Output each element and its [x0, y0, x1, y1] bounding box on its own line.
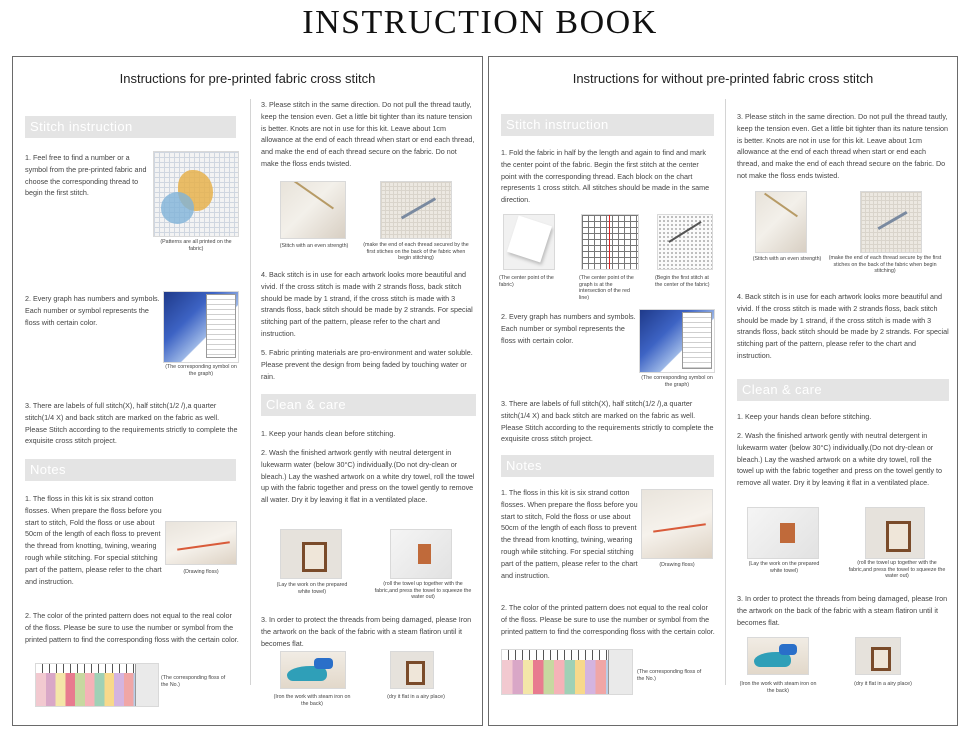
- clean-item-3: 3. In order to protect the threads from being damaged, please Iron the artwork on the back of the fabric with a steam flatiron until it becomes flat.: [261, 615, 472, 648]
- section-heading-stitch: Stitch instruction: [501, 114, 714, 136]
- caption: (The corresponding symbol on the graph): [641, 375, 713, 388]
- caption: (The corresponding floss of the No.): [161, 675, 226, 688]
- stitch-step-1: 1. Fold the fabric in half by the length and again to find and mark the center point of the fabric. Begin the first stitch at the center point with the corresponding thread. Each block on the chart represents 1 cross stitch. All stitches should be made in the same direction.: [501, 148, 710, 205]
- page-title: INSTRUCTION BOOK: [302, 4, 658, 41]
- floss-colors-image: [35, 663, 159, 707]
- first-stitch-image: [657, 214, 713, 270]
- fold-fabric-image: [503, 214, 555, 270]
- roll-towel-image: [390, 529, 452, 579]
- stitch-step-3: 3. There are labels of full stitch(X), half stitch(1/2 /),a quarter stitch(1/4 X) and back stitch are marked on the fabric as well. Please Stitch according to the requirements strictly to complete the exquisite cross stitch project.: [25, 401, 238, 446]
- caption: (The center point of the fabric): [499, 275, 554, 288]
- pattern-image: [153, 151, 239, 237]
- clean-item-1: 1. Keep your hands clean before stitching.: [261, 429, 396, 438]
- clean-item-2: 2. Wash the finished artwork gently with neutral detergent in lukewarm water (below 30°C) individually.(Do not dry-clean or bleach.) Lay the washed artwork on a white dry towel, roll the towel up with the fabric together and press on the towel gently to remove all water. Dry it by leaving it flat in a ventilated place.: [737, 431, 942, 488]
- stitch-step-4: 4. Back stitch is in use for each artwork looks more beautiful and vivid. If the cross stitch is made with 2 strands floss, back stitch should be made by 1 strand, if the cross stitch is made with 3 strands floss, back stitch should be made by 2 strands. For special stitching part of the pattern, please refer to the chart and instruction.: [261, 270, 473, 338]
- even-strength-image: [280, 181, 346, 239]
- caption: (The corresponding floss of the No.): [637, 669, 702, 682]
- caption: (Drawing floss): [183, 569, 219, 575]
- graph-image: [163, 291, 239, 363]
- caption: (Patterns are all printed on the fabric): [160, 239, 232, 252]
- dry-flat-image: [855, 637, 901, 675]
- caption: (roll the towel up together with the fabric,and press the towel to squeeze the water out): [848, 560, 946, 580]
- caption: (The corresponding symbol on the graph): [165, 364, 237, 377]
- notes-item-2: 2. The color of the printed pattern does not equal to the real color of the floss. Please be sure to use the number or symbol from the printed pattern to find the corresponding floss with the certain color.: [25, 611, 239, 644]
- thread-end-image: [860, 191, 922, 253]
- clean-item-3: 3. In order to protect the threads from being damaged, please Iron the artwork on the back of the fabric with a steam flatiron until it becomes flat.: [737, 594, 948, 627]
- dry-flat-image: [390, 651, 434, 689]
- graph-image: [639, 309, 715, 373]
- steam-iron-image: [280, 651, 346, 689]
- caption: (Iron the work with steam iron on the back): [273, 694, 351, 707]
- caption: (Begin the first stitch at the center of the fabric): [655, 275, 710, 288]
- roll-towel-image: [865, 507, 925, 559]
- column-divider: [250, 99, 251, 685]
- caption: (roll the towel up together with the fabric,and press the towel to squeeze the water out): [374, 581, 472, 601]
- lay-work-image: [747, 507, 819, 559]
- stitch-step-3: 3. Please stitch in the same direction. Do not pull the thread tautly, keep the tension even. Get a little bit tighter than its nature tension is better. Knots are not in use for this kit. Leave about 1cm allowance at the end of each thread when start or end each thread, and make the end of each thread secure on the fabric. Do not make the floss ends twisted.: [737, 112, 948, 180]
- section-heading-notes: Notes: [25, 459, 236, 481]
- graph-center-image: [581, 214, 639, 270]
- section-heading-notes: Notes: [501, 455, 714, 477]
- stitch-step-2: 2. Every graph has numbers and symbols. Each number or symbol represents the floss with certain color.: [25, 294, 160, 327]
- stitch-step-2: 2. Every graph has numbers and symbols. Each number or symbol represents the floss with certain color.: [501, 312, 636, 345]
- section-heading-stitch: Stitch instruction: [25, 116, 236, 138]
- stitch-step-1: 1. Feel free to find a number or a symbol from the pre-printed fabric and choose the corresponding thread to begin the first stitch.: [25, 153, 147, 198]
- notes-item-1: 1. The floss in this kit is six strand cotton flosses. When prepare the floss before you start to stitch, Fold the floss or use about 50cm of the length of each floss to prevent the thread from knotting, twining, wearing rough while stitching. For special stitching part of the pattern, please refer to the chart and instruction.: [25, 494, 162, 586]
- panel-without-pre-printed: [488, 56, 958, 726]
- stitch-step-3: 3. There are labels of full stitch(X), half stitch(1/2 /),a quarter stitch(1/4 X) and back stitch are marked on the fabric as well. Please Stitch according to the requirements strictly to complete the exquisite cross stitch project.: [501, 399, 714, 444]
- caption: (Stitch with an even strength): [752, 256, 822, 262]
- notes-item-1: 1. The floss in this kit is six strand cotton flosses. When prepare the floss before you start to stitch, Fold the floss or use about 50cm of the length of each floss to prevent the thread from knotting, twining, wearing rough while stitching. For special stitching part of the pattern, please refer to the chart and instruction.: [501, 488, 638, 580]
- panel-pre-printed: [12, 56, 483, 726]
- caption: (Iron the work with steam iron on the back): [739, 681, 817, 694]
- thread-end-image: [380, 181, 452, 239]
- stitch-step-3: 3. Please stitch in the same direction. Do not pull the thread tautly, keep the tension even. Get a little bit tighter than its nature tension is better. Knots are not in use for this kit. Leave about 1cm allowance at the end of each thread when start or end each thread, and make the end of each thread secure on the fabric. Do not make the floss ends twisted.: [261, 100, 475, 168]
- column-divider: [725, 99, 726, 685]
- caption: (dry it flat in a airy place): [387, 694, 445, 700]
- steam-iron-image: [747, 637, 809, 675]
- even-strength-image: [755, 191, 807, 253]
- lay-work-image: [280, 529, 342, 579]
- section-heading-clean-care: Clean & care: [737, 379, 949, 401]
- caption: (make the end of each thread secured by the first stiches on the back of the fabric when begin stitching): [363, 242, 469, 262]
- caption: (make the end of each thread secure by the first stiches on the back of the fabric when begin stitching): [828, 255, 942, 275]
- caption: (dry it flat in a airy place): [854, 681, 912, 687]
- clean-item-1: 1. Keep your hands clean before stitching.: [737, 412, 872, 421]
- clean-item-2: 2. Wash the finished artwork gently with neutral detergent in lukewarm water (below 30°C) individually.(Do not dry-clean or bleach.) Lay the washed artwork on a white dry towel, roll the towel up with the fabric together and press on the towel gently to remove all water. Dry it by leaving it flat in a ventilated place.: [261, 448, 475, 505]
- notes-item-2: 2. The color of the printed pattern does not equal to the real color of the floss. Please be sure to use the number or symbol from the printed pattern to find the corresponding floss with the certain color.: [501, 603, 715, 636]
- caption: (Stitch with an even strength): [279, 243, 349, 249]
- stitch-step-5: 5. Fabric printing materials are pro-environment and water soluble. Please prevent the design from being faded by touching water or rain.: [261, 348, 473, 381]
- drawing-floss-image: [641, 489, 713, 559]
- stitch-step-4: 4. Back stitch is in use for each artwork looks more beautiful and vivid. If the cross stitch is made with 2 strands floss, back stitch should be made by 1 strand, if the cross stitch is made with 3 strands floss, back stitch should be made by 2 strands. For special stitching part of the pattern, please refer to the chart and instruction.: [737, 292, 949, 360]
- panel-title: Instructions for without pre-printed fabric cross stitch: [572, 71, 874, 86]
- drawing-floss-image: [165, 521, 237, 565]
- caption: (Lay the work on the prepared white towel): [276, 582, 348, 595]
- caption: (The center point of the graph is at the intersection of the red line): [579, 275, 634, 301]
- section-heading-clean-care: Clean & care: [261, 394, 476, 416]
- floss-colors-image: [501, 649, 633, 695]
- panel-title: Instructions for pre-printed fabric cross stitch: [119, 71, 376, 86]
- caption: (Drawing floss): [659, 562, 695, 568]
- caption: (Lay the work on the prepared white towel): [748, 561, 820, 574]
